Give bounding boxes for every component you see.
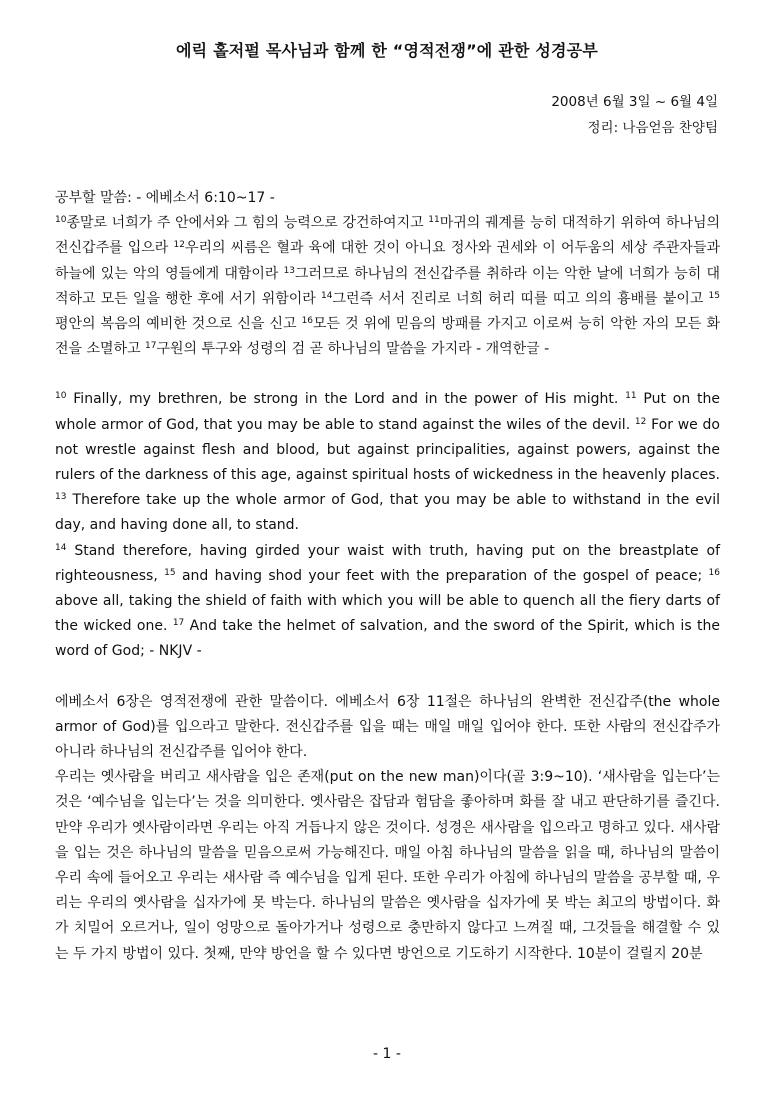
verse-text: 모든 것 위에 믿음의 방패를 가지고 이로써 능히 악한 자의 모든 화전을 소멸하고 [55,316,720,358]
verse-number: 10 [55,215,67,226]
verse-text: Therefore take up the whole armor of God, that you may be able to withstand in the evil day, and having done all, to stand. [55,492,720,534]
verse-number: 12 [634,416,647,427]
verse-text: Stand therefore, having girded your waist with truth, having put on the breastplate of righteousness, [55,542,720,584]
verse-number: 13 [283,265,296,276]
verse-text: For we do not wrestle against flesh and blood, but against principalities, against powers, against the rulers of the darkness of this age, against spiritual hosts of wickedness in the heavenly places. [55,416,720,484]
korean-verses [55,215,720,357]
document-date: 2008년 6월 3일 ~ 6월 4일 [551,94,718,110]
commentary [55,690,720,967]
verse-text: Finally, my brethren, be strong in the Lord and in the power of His might. [66,391,626,408]
document-organizer: 정리: 나음얻음 찬양팀 [587,120,718,136]
verse-text: 그런즉 서서 진리로 너희 허리 띠를 띠고 의의 흉배를 붙이고 [332,290,709,307]
verse-number: 16 [708,567,720,578]
document-body [55,186,720,967]
verse-text: 우리의 씨름은 혈과 육에 대한 것이 아니요 정사와 권세와 이 어두움의 세상 주관자들과 하늘에 있는 악의 영들에게 대함이라 [55,240,720,282]
verse-number: 14 [55,542,67,553]
page-number: - 1 - [373,1046,401,1062]
verse-number: 15 [708,290,720,301]
english-passage-part2 [55,539,720,665]
document-title: 에릭 홀저펄 목사님과 함께 한 “영적전쟁”에 관한 성경공부 [176,41,598,60]
verse-text: Put on the whole armor of God, that you may be able to stand against the wiles of the devil. [55,391,720,433]
verse-text: above all, taking the shield of faith with which you will be able to quench all the fiery darts of the wicked one. [55,593,720,635]
english-version-label: - NKJV - [149,643,202,660]
verse-number: 13 [55,492,67,503]
korean-passage [55,211,720,362]
verse-text: And take the helmet of salvation, and the sword of the Spirit, which is the word of God; [55,618,720,660]
verse-number: 14 [320,290,333,301]
english-passage-part1 [55,387,720,538]
verse-text: 그러므로 하나님의 전신갑주를 취하라 이는 악한 날에 너희가 능히 대적하고 모든 일을 행한 후에 서기 위함이라 [55,265,720,307]
verse-text: 종말로 너희가 주 안에서와 그 힘의 능력으로 강건하여지고 [66,215,429,232]
korean-version-label: - 개역한글 - [476,341,550,358]
verse-number: 16 [301,316,314,327]
verse-number: 17 [145,341,157,352]
commentary-paragraph: 우리는 옛사람을 버리고 새사람을 입은 존재(put on the new man)이다(골 3:9~10). ‘새사람을 입는다’는 것은 ‘예수님을 입는다’는 것을 의미한다. 옛사람은 잡담과 험담을 좋아하며 화를 잘 내고 판단하기를 즐긴다. 만약 우리가 옛사람이라면 우리는 아직 거듭나지 않은 것이다. 성경은 새사람을 입으라고 명하고 있다. 새사람을 입는 것은 하나님의 말씀을 믿음으로써 가능해진다. 매일 아침 하나님의 말씀을 읽을 때, 하나님의 말씀이 우리 속에 들어오고 우리는 새사람 즉 예수님을 입게 된다. 또한 우리가 아침에 하나님의 말씀을 공부할 때, 우리는 우리의 옛사람을 십자가에 못 박는다. 하나님의 말씀은 옛사람을 십자가에 못 박는 최고의 방법이다. 화가 치밀어 오르거나, 일이 엉망으로 돌아가거나 성령으로 충만하지 않다고 느껴질 때, 그것들을 해결할 수 있는 두 가지 방법이 있다. 첫째, 만약 방언을 할 수 있다면 방언으로 기도하기 시작한다. 10분이 걸릴지 20분 [55,769,720,962]
verse-number: 11 [428,215,440,226]
verse-number: 11 [625,391,637,402]
verse-number: 10 [55,391,67,402]
verse-text: 구원의 투구와 성령의 검 곧 하나님의 말씀을 가지라 [156,341,472,358]
commentary-paragraph: 에베소서 6장은 영적전쟁에 관한 말씀이다. 에베소서 6장 11절은 하나님의 완벽한 전신갑주(the whole armor of God)를 입으라고 말한다. 전신갑주를 입을 때는 매일 매일 입어야 한다. 또한 사람의 전신갑주가 아니라 하나님의 전신갑주를 입어야 한다. [55,693,720,761]
scripture-heading: 공부할 말씀: - 에베소서 6:10~17 - [55,190,275,206]
verse-number: 17 [172,618,185,629]
verse-text: and having shod your feet with the preparation of the gospel of peace; [175,567,709,584]
verse-number: 15 [164,567,176,578]
english-verses-b [55,543,720,660]
verse-text: 평안의 복음의 예비한 것으로 신을 신고 [55,316,302,333]
verse-text: 마귀의 궤계를 능히 대적하기 위하여 하나님의 전신갑주를 입으라 [55,215,720,257]
verse-number: 12 [173,240,185,251]
